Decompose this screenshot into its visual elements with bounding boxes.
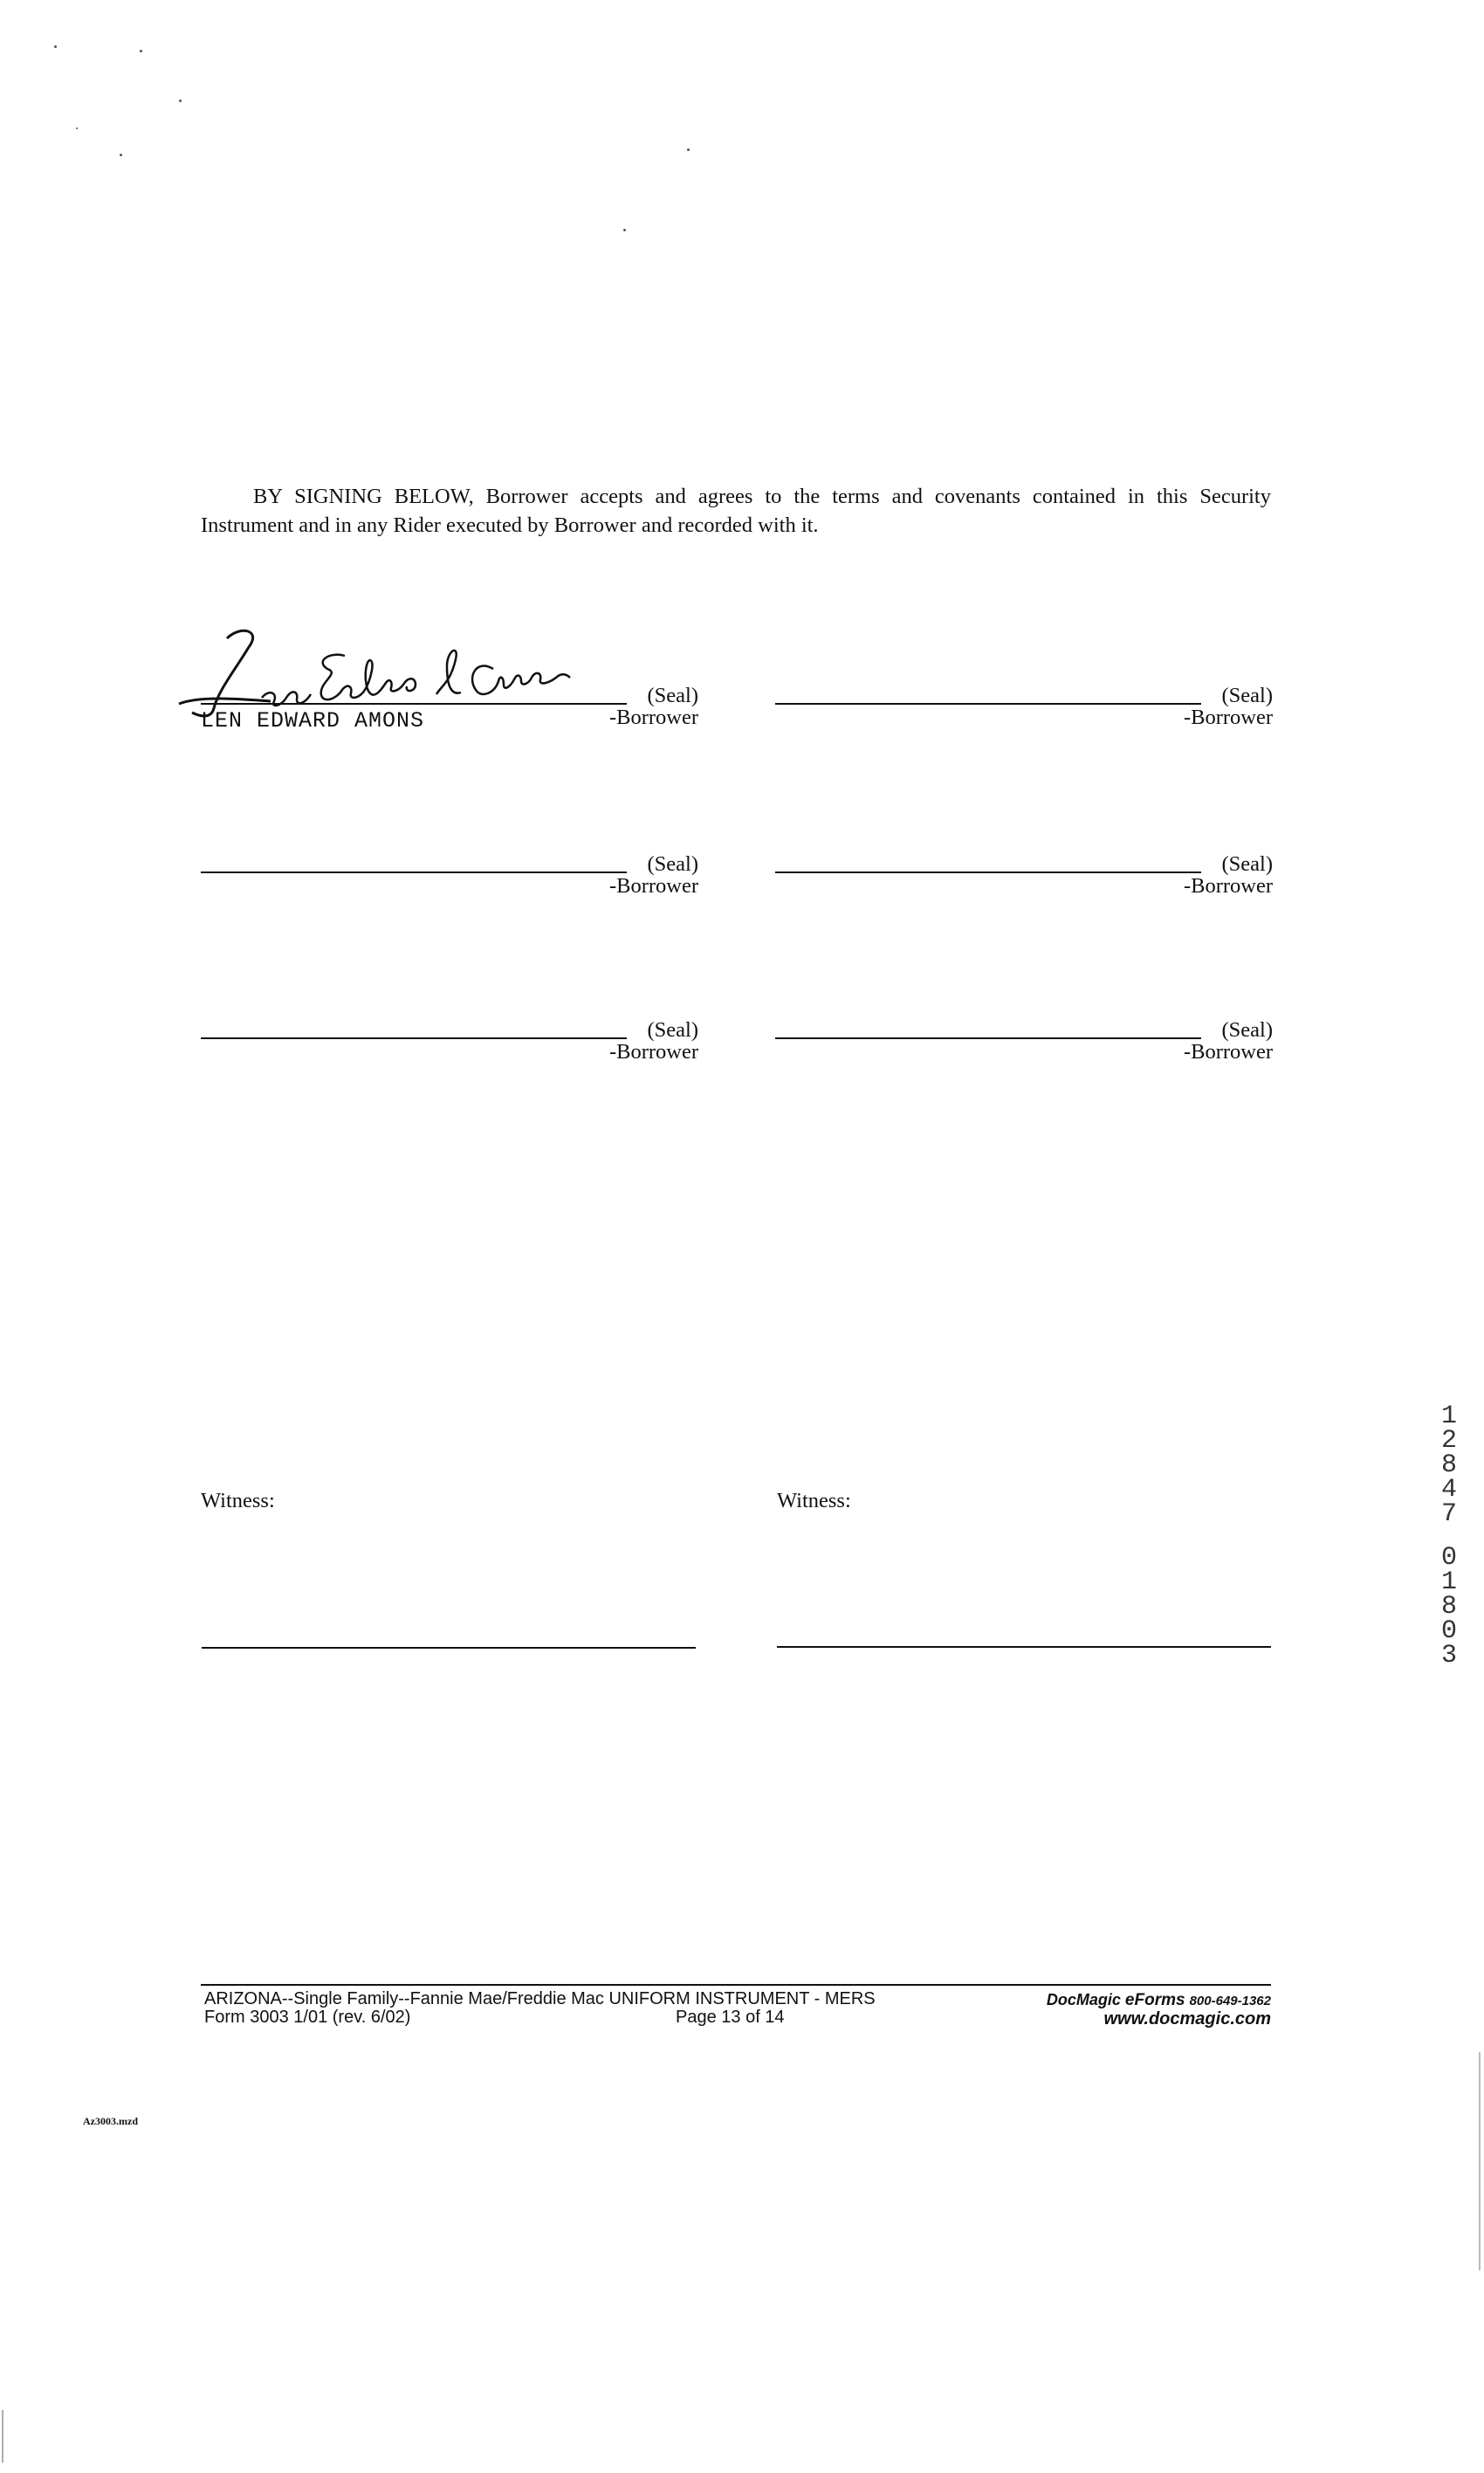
form-number: Form 3003 1/01 (rev. 6/02) [204,2008,411,2027]
scan-speck [623,229,626,231]
brand-phone: 800-649-1362 [1189,1994,1271,2008]
borrower-label: -Borrower [1183,706,1273,729]
borrower-label: -Borrower [1183,874,1273,898]
borrower-signature-block-2[interactable] [775,675,1273,736]
brand-eforms: eForms [1124,1991,1185,2009]
borrower-signature-block-5[interactable] [201,1009,698,1071]
signature-line [775,703,1201,705]
scan-edge-mark [1479,2052,1481,2270]
stamp-digit: 0 [1440,1543,1457,1573]
scan-speck [76,127,78,129]
signature-line [775,1037,1201,1039]
witness-label-left: Witness: [201,1489,275,1512]
seal-label: (Seal) [647,1018,698,1042]
stamp-digit: 8 [1440,1592,1457,1622]
borrower-label: -Borrower [608,1040,698,1064]
stamp-digit: 0 [1440,1616,1457,1646]
witness-signature-line-left[interactable] [202,1647,696,1649]
borrower-label: -Borrower [608,874,698,898]
docmagic-brand [1047,1991,1271,2010]
scan-speck [54,45,57,48]
signature-line [201,703,627,705]
agreement-paragraph [201,482,1271,540]
stamp-digit: 7 [1440,1499,1457,1529]
scan-speck [120,154,122,156]
scan-speck [140,50,142,52]
stamp-digit: 3 [1440,1641,1457,1670]
agreement-line-2: Instrument and in any Rider executed by Borrower and recorded with it. [201,513,819,537]
seal-label: (Seal) [1221,684,1273,707]
borrower-signature-block-4[interactable] [775,844,1273,905]
seal-label: (Seal) [647,684,698,707]
recording-stamp [1432,1404,1467,1668]
seal-label: (Seal) [1221,1018,1273,1042]
seal-label: (Seal) [647,852,698,876]
form-footer [201,1984,1271,2029]
page-number: Page 13 of 14 [676,2008,785,2027]
agreement-line-1: BY SIGNING BELOW, Borrower accepts and agrees to the terms and covenants contained in this Security [253,485,1271,508]
borrower-signature-block-6[interactable] [775,1009,1273,1071]
signature-line [201,871,627,873]
file-code: Az3003.mzd [83,2115,138,2127]
borrower-signature-block-3[interactable] [201,844,698,905]
seal-label: (Seal) [1221,852,1273,876]
borrower-label: -Borrower [1183,1040,1273,1064]
scan-speck [179,100,182,102]
stamp-digit: 4 [1440,1475,1457,1505]
scan-edge-mark [2,2410,3,2463]
borrower-signature-block-1[interactable] [201,675,698,736]
signature-line [775,871,1201,873]
witness-label-right: Witness: [777,1489,851,1512]
witness-signature-line-right[interactable] [777,1646,1271,1648]
stamp-digit: 1 [1440,1567,1457,1597]
docmagic-url[interactable]: www.docmagic.com [1103,2009,1271,2029]
borrower-printed-name: LEN EDWARD AMONS [201,708,425,734]
stamp-digit: 1 [1440,1402,1457,1431]
form-title: ARIZONA--Single Family--Fannie Mae/Freddie Mac UNIFORM INSTRUMENT - MERS [204,1989,876,2008]
scan-speck [687,148,690,151]
stamp-digit: 2 [1440,1426,1457,1456]
borrower-label: -Borrower [608,706,698,729]
brand-docmagic: DocMagic [1046,1991,1121,2008]
stamp-digit: 8 [1440,1450,1457,1480]
signature-line [201,1037,627,1039]
